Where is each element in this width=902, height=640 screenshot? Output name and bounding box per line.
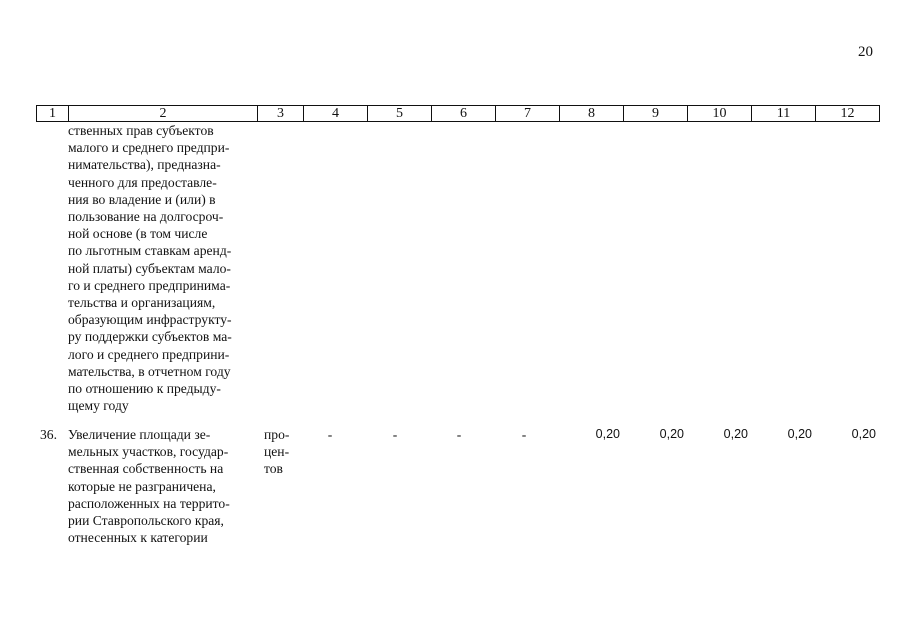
header-cell-2: 2 bbox=[69, 106, 258, 122]
row-36-value-col12: 0,20 bbox=[851, 427, 876, 441]
row-36-value-col9: 0,20 bbox=[659, 427, 684, 441]
header-cell-9: 9 bbox=[624, 106, 688, 122]
continued-row-description bbox=[68, 122, 254, 414]
description-line: ру поддержки субъектов ма- bbox=[68, 329, 232, 345]
description-line: го и среднего предпринима- bbox=[68, 277, 231, 293]
row-36-value-col11: 0,20 bbox=[787, 427, 812, 441]
description-line: тельства и организациям, bbox=[68, 295, 216, 311]
row-36-value-col5: - bbox=[392, 427, 398, 442]
row-36-value-col4: - bbox=[327, 427, 333, 442]
row-36-value-col10: 0,20 bbox=[723, 427, 748, 441]
description-line: ной основе (в том числе bbox=[68, 226, 208, 242]
page-number: 20 bbox=[858, 44, 873, 60]
header-cell-11: 11 bbox=[752, 106, 816, 122]
description-line: по льготным ставкам аренд- bbox=[68, 243, 232, 259]
row-36-description bbox=[68, 426, 254, 546]
description-line: рии Ставропольского края, bbox=[68, 513, 224, 529]
header-row bbox=[37, 106, 880, 122]
header-cell-12: 12 bbox=[816, 106, 880, 122]
description-line: щему году bbox=[68, 398, 129, 414]
description-line: расположенных на террито- bbox=[68, 495, 230, 511]
description-line: ственных прав субъектов bbox=[68, 123, 214, 138]
header-cell-8: 8 bbox=[560, 106, 624, 122]
description-line: образующим инфраструкту- bbox=[68, 312, 232, 328]
description-line: ной платы) субъектам мало- bbox=[68, 260, 231, 276]
header-cell-4: 4 bbox=[304, 106, 368, 122]
header-cell-3: 3 bbox=[258, 106, 304, 122]
description-line: пользование на долгосроч- bbox=[68, 209, 224, 225]
header-cell-6: 6 bbox=[432, 106, 496, 122]
header-cell-1: 1 bbox=[37, 106, 69, 122]
header-cell-5: 5 bbox=[368, 106, 432, 122]
description-line: малого и среднего предпри- bbox=[68, 140, 230, 156]
row-36-value-col8: 0,20 bbox=[595, 427, 620, 441]
header-cell-10: 10 bbox=[688, 106, 752, 122]
description-line: Увеличение площади зе- bbox=[68, 427, 211, 442]
row-36-value-col7: - bbox=[521, 427, 527, 442]
row-36-value-col6: - bbox=[456, 427, 462, 442]
header-cell-7: 7 bbox=[496, 106, 560, 122]
column-number-header bbox=[36, 105, 880, 122]
description-line: лого и среднего предприни- bbox=[68, 346, 230, 362]
description-line: отнесенных к категории bbox=[68, 530, 208, 546]
description-line: ственная собственность на bbox=[68, 461, 224, 477]
row-36-unit bbox=[264, 426, 298, 478]
description-line: которые не разграничена, bbox=[68, 478, 216, 494]
unit-line: тов bbox=[264, 461, 283, 477]
description-line: нимательства), предназна- bbox=[68, 157, 221, 173]
unit-line: про- bbox=[264, 427, 290, 442]
description-line: мательства, в отчетном году bbox=[68, 363, 231, 379]
description-line: ния во владение и (или) в bbox=[68, 191, 216, 207]
description-line: по отношению к предыду- bbox=[68, 381, 221, 397]
row-36-number: 36. bbox=[40, 427, 57, 442]
description-line: мельных участков, государ- bbox=[68, 444, 229, 460]
description-line: ченного для предоставле- bbox=[68, 174, 217, 190]
unit-line: цен- bbox=[264, 444, 290, 460]
